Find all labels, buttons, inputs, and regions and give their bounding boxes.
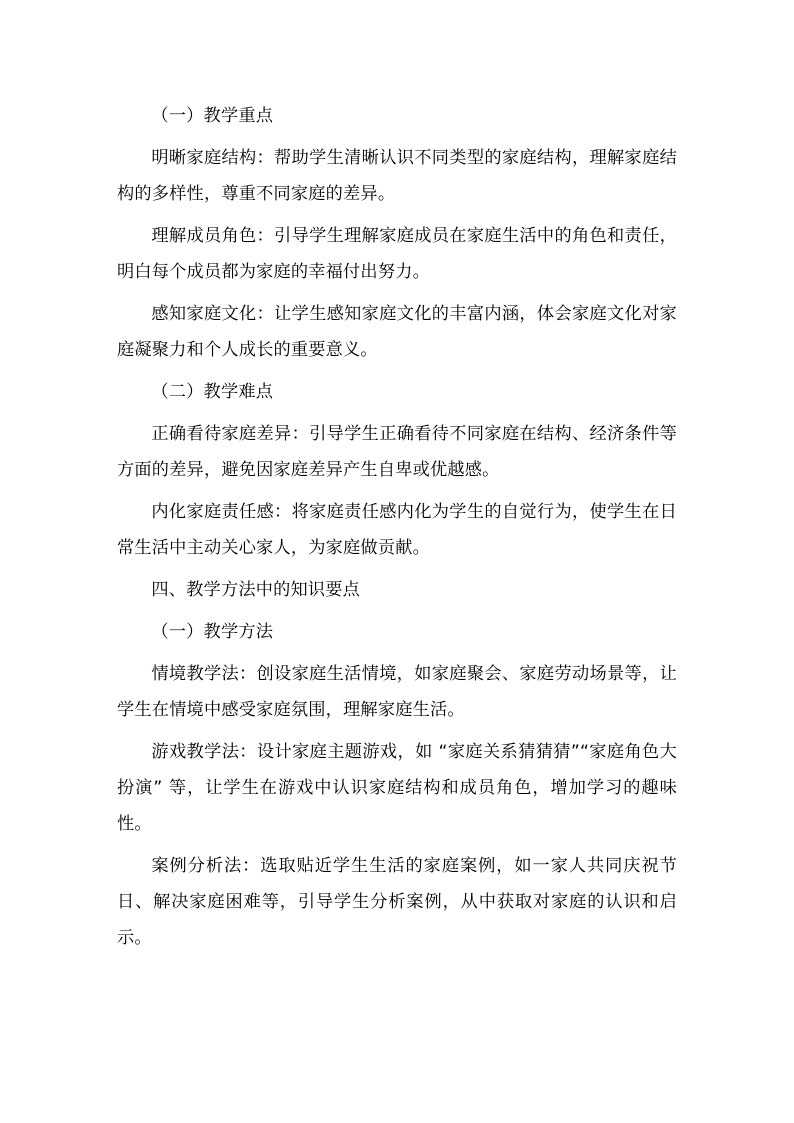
paragraph-case-analysis: 案例分析法：选取贴近学生生活的家庭案例，如一家人共同庆祝节日、解决家庭困难等，引导学生分析案例，从中获取对家庭的认识和启示。: [117, 856, 677, 948]
paragraph-family-structure: 明晰家庭结构：帮助学生清晰认识不同类型的家庭结构，理解家庭结构的多样性，尊重不同家庭的差异。: [117, 148, 677, 204]
subheading-teaching-focus: （一）教学重点: [151, 106, 274, 126]
section-heading-teaching-methods: 四、教学方法中的知识要点: [151, 580, 361, 600]
paragraph-member-roles: 理解成员角色：引导学生理解家庭成员在家庭生活中的角色和责任，明白每个成员都为家庭的幸福付出努力。: [117, 226, 677, 282]
paragraph-game-teaching: 游戏教学法：设计家庭主题游戏，如 “家庭关系猜猜猜”“家庭角色大扮演” 等，让学生在游戏中认识家庭结构和成员角色，增加学习的趣味性。: [117, 742, 677, 834]
paragraph-family-differences: 正确看待家庭差异：引导学生正确看待不同家庭在结构、经济条件等方面的差异，避免因家庭差异产生自卑或优越感。: [117, 424, 677, 480]
subheading-teaching-difficulties: （二）教学难点: [151, 382, 274, 402]
paragraph-family-culture: 感知家庭文化：让学生感知家庭文化的丰富内涵，体会家庭文化对家庭凝聚力和个人成长的重要意义。: [117, 304, 677, 360]
paragraph-situational-teaching: 情境教学法：创设家庭生活情境，如家庭聚会、家庭劳动场景等，让学生在情境中感受家庭氛围，理解家庭生活。: [117, 664, 677, 720]
paragraph-family-responsibility: 内化家庭责任感：将家庭责任感内化为学生的自觉行为，使学生在日常生活中主动关心家人，为家庭做贡献。: [117, 502, 677, 558]
subheading-methods: （一）教学方法: [151, 622, 274, 642]
document-body: [117, 98, 677, 956]
